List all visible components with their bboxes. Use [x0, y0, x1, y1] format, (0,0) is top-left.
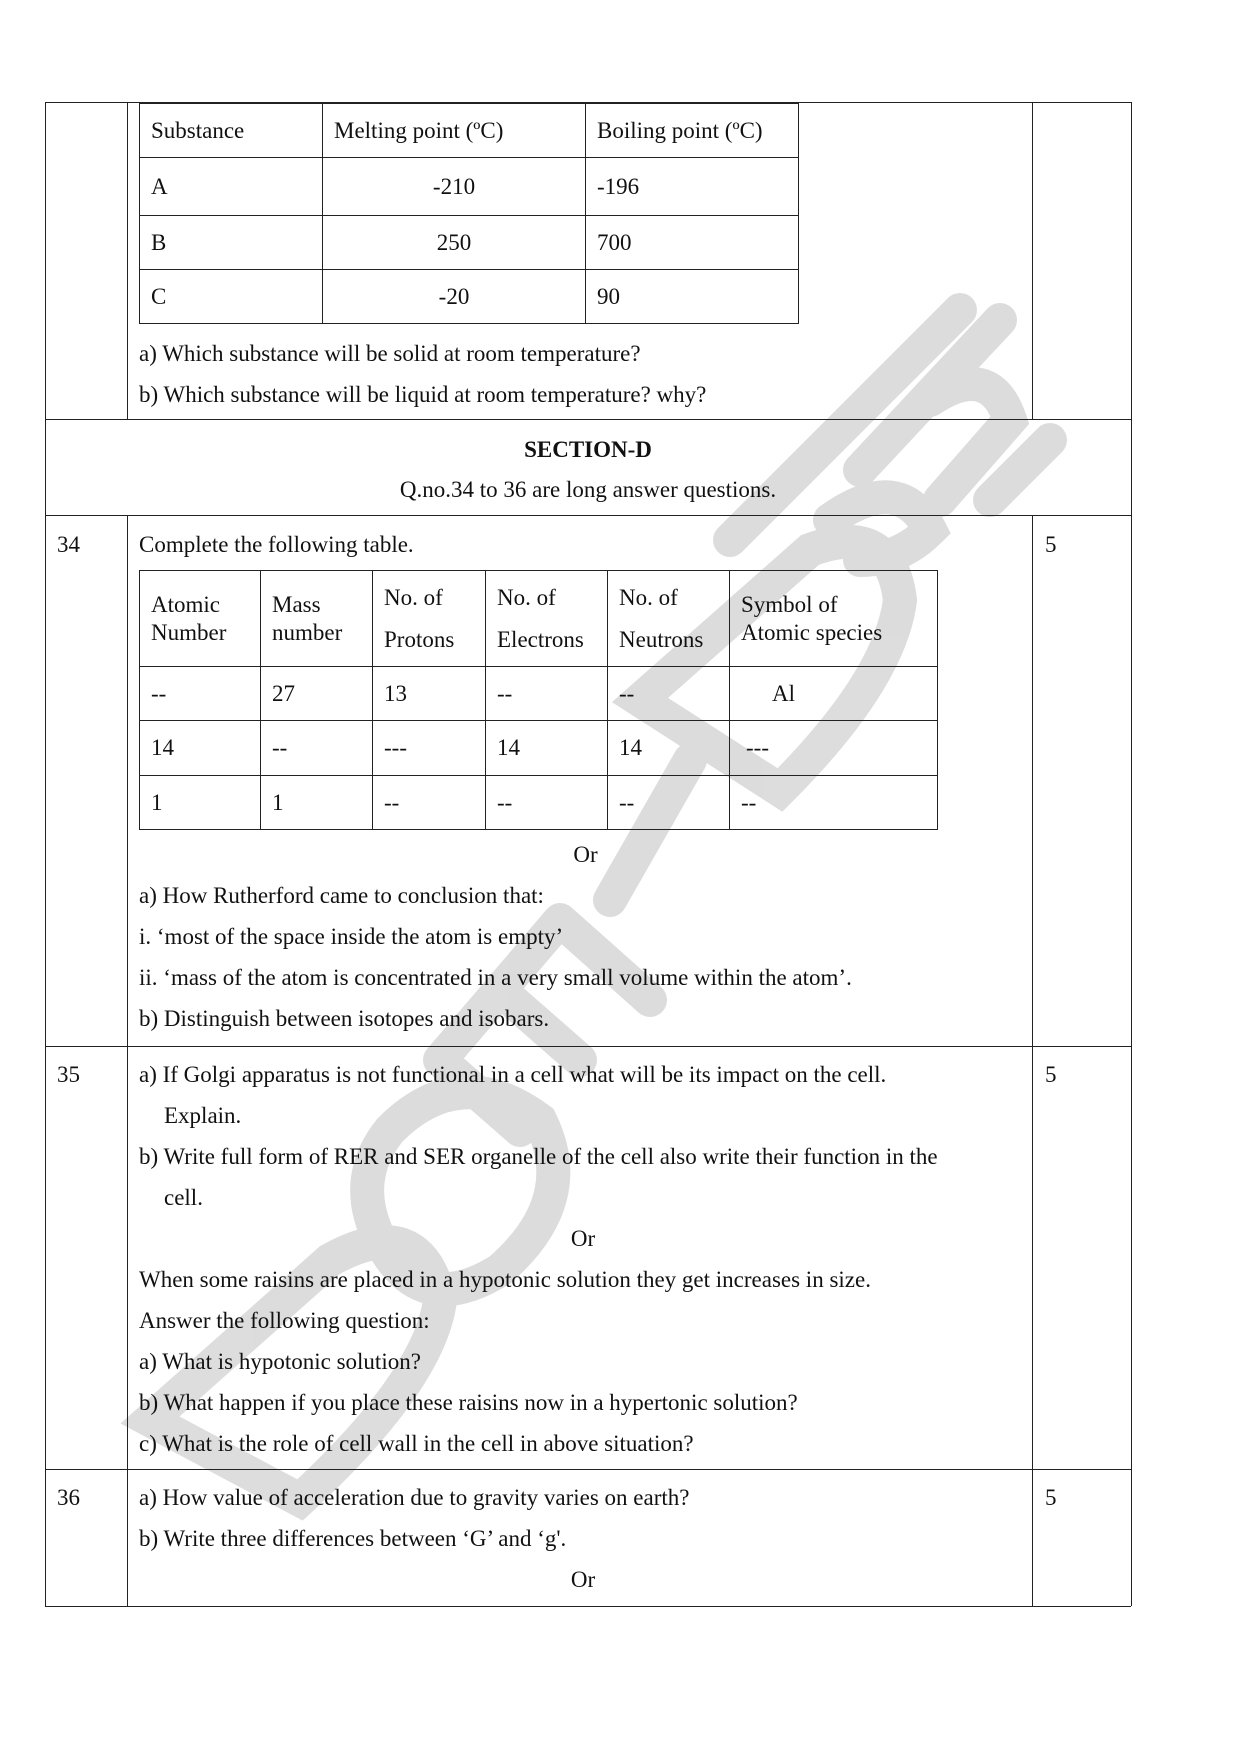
question-marks: 5	[1045, 1485, 1057, 1510]
section-title: SECTION-D	[524, 437, 652, 462]
question-text: Explain.	[164, 1103, 242, 1128]
header-line: No. of	[497, 584, 556, 610]
question-text: b) Write three differences between ‘G’ and ‘g'.	[139, 1526, 567, 1551]
section-subtitle: Q.no.34 to 36 are long answer questions.	[399, 477, 777, 502]
boiling-point-header: Boiling point (ºC)	[586, 104, 799, 158]
question-text: b) Distinguish between isotopes and isobars.	[139, 1006, 550, 1031]
table-cell: 1	[140, 776, 261, 830]
header-line: Number	[151, 619, 227, 645]
header-line: number	[272, 619, 343, 645]
header-line: Atomic species	[741, 619, 883, 645]
header-line: Symbol of	[741, 591, 838, 617]
table-cell: 90	[586, 270, 799, 324]
table-cell: 14	[140, 721, 261, 776]
melting-point-header: Melting point (ºC)	[323, 104, 586, 158]
table-cell: --	[486, 667, 608, 721]
question-text: ii. ‘mass of the atom is concentrated in a very small volume within the atom’.	[139, 965, 852, 990]
table-cell: --	[261, 721, 373, 776]
or-separator: Or	[573, 842, 598, 867]
table-cell: --	[140, 667, 261, 721]
atomic-table	[139, 570, 938, 830]
header-line: Protons	[384, 626, 455, 652]
header-line: Mass	[272, 591, 321, 617]
header-line: Atomic	[151, 591, 220, 617]
table-cell: ---	[730, 721, 938, 776]
table-header	[261, 571, 373, 667]
question-text: Complete the following table.	[139, 532, 414, 557]
question-text: a) How value of acceleration due to gravity varies on earth?	[139, 1485, 690, 1510]
table-header	[373, 571, 486, 667]
question-text: b) Which substance will be liquid at room temperature? why?	[139, 382, 707, 407]
question-text: When some raisins are placed in a hypotonic solution they get increases in size.	[139, 1267, 871, 1292]
question-text: i. ‘most of the space inside the atom is empty’	[139, 924, 564, 949]
table-cell: 1	[261, 776, 373, 830]
question-text: b) Write full form of RER and SER organelle of the cell also write their function in the	[139, 1144, 938, 1169]
table-cell: --	[608, 776, 730, 830]
table-cell: --	[730, 776, 938, 830]
substance-table	[139, 103, 799, 324]
or-separator: Or	[570, 1226, 596, 1251]
table-cell: -196	[586, 158, 799, 216]
header-line: No. of	[619, 584, 678, 610]
table-cell: 14	[608, 721, 730, 776]
question-text: Answer the following question:	[139, 1308, 430, 1333]
question-text: a) Which substance will be solid at room temperature?	[139, 341, 641, 366]
table-cell: -20	[323, 270, 586, 324]
table-cell: -210	[323, 158, 586, 216]
header-line: No. of	[384, 584, 443, 610]
table-cell: C	[140, 270, 323, 324]
question-number: 35	[57, 1062, 80, 1087]
table-cell: 27	[261, 667, 373, 721]
question-number: 36	[57, 1485, 80, 1510]
question-text: a) What is hypotonic solution?	[139, 1349, 421, 1374]
question-text: c) What is the role of cell wall in the cell in above situation?	[139, 1431, 694, 1456]
table-cell: B	[140, 216, 323, 270]
table-cell: 250	[323, 216, 586, 270]
question-marks: 5	[1045, 1062, 1057, 1087]
table-cell: 13	[373, 667, 486, 721]
question-marks: 5	[1045, 532, 1057, 557]
question-text: cell.	[164, 1185, 203, 1210]
table-cell: 700	[586, 216, 799, 270]
table-cell: --	[486, 776, 608, 830]
table-cell: ---	[373, 721, 486, 776]
header-line: Electrons	[497, 626, 584, 652]
substance-header: Substance	[140, 104, 323, 158]
table-cell: 14	[486, 721, 608, 776]
table-cell: A	[140, 158, 323, 216]
table-cell: Al	[730, 667, 938, 721]
header-line: Neutrons	[619, 626, 704, 652]
question-text: b) What happen if you place these raisins now in a hypertonic solution?	[139, 1390, 798, 1415]
table-cell: --	[373, 776, 486, 830]
question-text: a) How Rutherford came to conclusion that:	[139, 883, 544, 908]
table-header	[730, 571, 938, 667]
table-cell: --	[608, 667, 730, 721]
table-header	[140, 571, 261, 667]
or-separator: Or	[570, 1567, 596, 1592]
table-header	[486, 571, 608, 667]
question-number: 34	[57, 532, 80, 557]
question-text: a) If Golgi apparatus is not functional in a cell what will be its impact on the cell.	[139, 1062, 887, 1087]
table-header	[608, 571, 730, 667]
